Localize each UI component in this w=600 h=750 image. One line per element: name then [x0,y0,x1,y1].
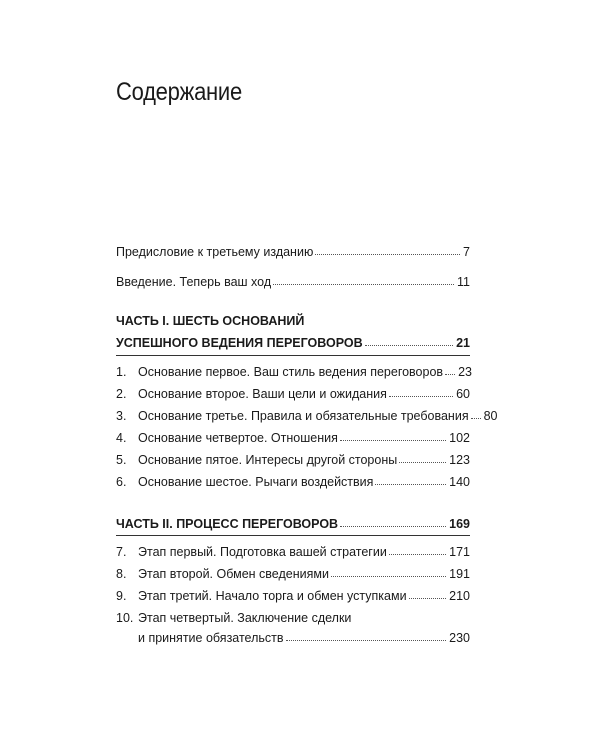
toc-entry-title: Основание второе. Ваши цели и ожидания [138,387,387,401]
chapter-number: 10. [116,611,134,625]
toc-entry-chapter[interactable] [116,405,498,423]
dot-leader [409,598,447,599]
dot-leader [315,254,460,255]
toc-entry-chapter[interactable] [116,383,470,401]
part-one-title-line1[interactable]: ЧАСТЬ I. ШЕСТЬ ОСНОВАНИЙ [116,314,305,328]
toc-entry-title: Этап третий. Начало торга и обмен уступками [138,589,407,603]
section-divider [116,535,470,536]
toc-page-number: 21 [456,336,470,350]
toc-page-number: 7 [463,245,470,259]
toc-entry-chapter-line2[interactable] [116,627,470,645]
toc-entry-chapter[interactable] [116,563,470,581]
dot-leader [389,396,453,397]
dot-leader [399,462,446,463]
toc-entry-title: Основание пятое. Интересы другой стороны [138,453,398,467]
toc-page-number: 60 [456,387,470,401]
dot-leader [286,640,447,641]
toc-page-number: 169 [449,517,470,531]
toc-entry-chapter[interactable] [116,585,470,603]
toc-page-number: 23 [458,365,472,379]
toc-page-number: 140 [449,475,470,489]
toc-entry-title: Основание первое. Ваш стиль ведения переговоров [138,365,444,379]
toc-entry-chapter[interactable] [116,471,470,489]
toc-entry-title-continued: и принятие обязательств [138,631,284,645]
toc-page-number: 80 [483,409,498,423]
chapter-number: 5. [116,453,127,467]
chapter-number: 8. [116,567,127,581]
toc-entry-title: Этап четвертый. Заключение сделки [138,611,352,625]
chapter-number: 2. [116,387,127,401]
chapter-number: 3. [116,409,127,423]
toc-entry-title: Основание шестое. Рычаги воздействия [138,475,374,489]
dot-leader [273,284,454,285]
toc-entry-title: Предисловие к третьему изданию [116,245,314,259]
section-divider [116,355,470,356]
toc-entry-chapter[interactable] [116,449,470,467]
toc-entry-part-one[interactable] [116,332,470,350]
toc-page-number: 230 [449,631,470,645]
dot-leader [471,418,481,419]
page-title: Содержание [116,78,242,106]
part-two-title: ЧАСТЬ II. ПРОЦЕСС ПЕРЕГОВОРОВ [116,517,339,531]
dot-leader [331,576,446,577]
toc-entry-title: Основание третье. Правила и обязательные требования [138,409,469,423]
dot-leader [340,440,446,441]
chapter-number: 6. [116,475,127,489]
dot-leader [389,554,446,555]
toc-page-number: 171 [449,545,470,559]
toc-entry-title: Этап первый. Подготовка вашей стратегии [138,545,387,559]
chapter-number: 7. [116,545,127,559]
chapter-number: 4. [116,431,127,445]
toc-entry-part-two[interactable] [116,513,470,531]
toc-entry-chapter-line1[interactable] [116,607,470,625]
dot-leader [340,526,446,527]
toc-entry-chapter[interactable] [116,541,470,559]
toc-entry-chapter[interactable] [116,427,470,445]
toc-page-number: 191 [449,567,470,581]
toc-entry-title: Этап второй. Обмен сведениями [138,567,329,581]
chapter-number: 9. [116,589,127,603]
dot-leader [375,484,446,485]
toc-entry-title: Основание четвертое. Отношения [138,431,338,445]
toc-page-number: 11 [457,275,470,289]
toc-entry-title: Введение. Теперь ваш ход [116,275,272,289]
chapter-number: 1. [116,365,127,379]
toc-entry-preface[interactable] [116,241,470,259]
toc-page-number: 123 [449,453,470,467]
dot-leader [365,345,453,346]
toc-entry-introduction[interactable] [116,271,470,289]
toc-page-number: 102 [449,431,470,445]
toc-page-number: 210 [449,589,470,603]
dot-leader [445,374,455,375]
part-one-title-line2: УСПЕШНОГО ВЕДЕНИЯ ПЕРЕГОВОРОВ [116,336,363,350]
toc-entry-chapter[interactable] [116,361,470,379]
